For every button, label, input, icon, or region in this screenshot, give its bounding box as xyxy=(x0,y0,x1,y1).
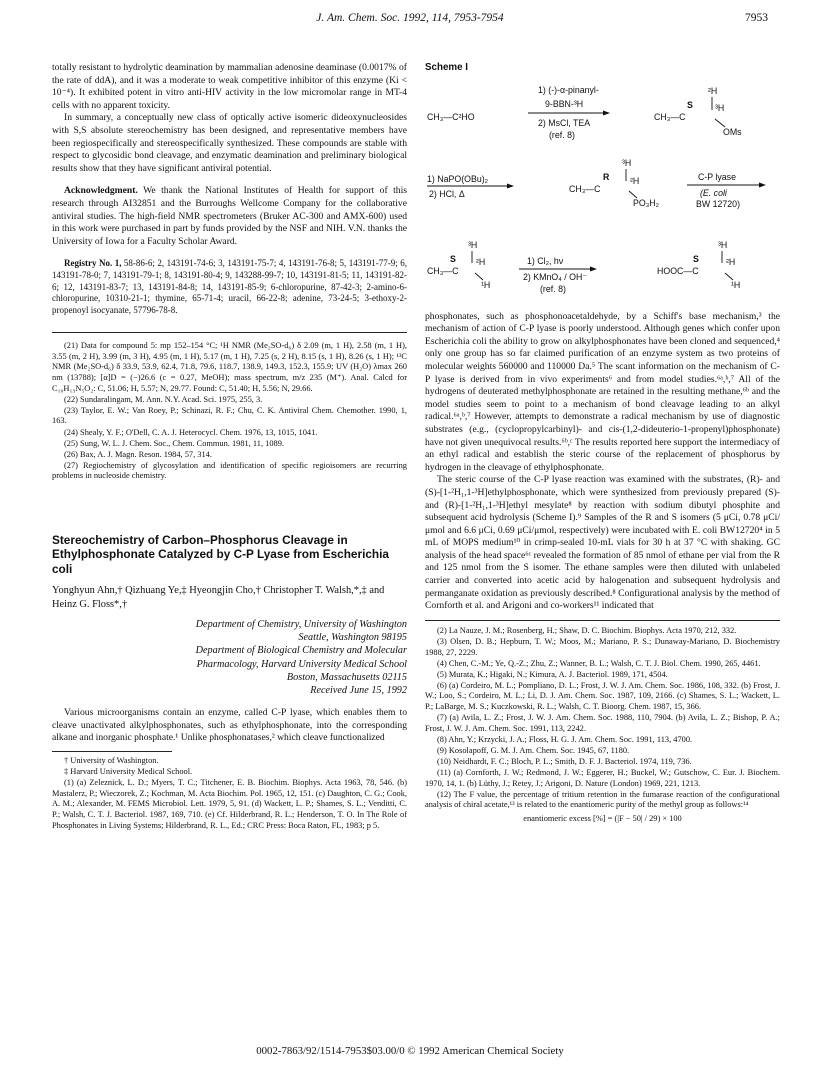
references-21-27 xyxy=(52,341,407,482)
page-number: 7953 xyxy=(745,12,768,24)
mechanism-paragraph: phosphonates, such as phosphonoacetaldehyde, by a Schiff's base mechanism,³ the mechanism of action of C-P lyase is poorly understood. Although genes which confer upon Escherichia coli the ability to grow on alkylphosphonates have been cloned and sequenced,⁴ only one group has so far claimed purification of an enzyme system as two proteins of molecular weights 560000 and 110000 Da.⁵ The scant information on the mechanism of C-P lyase is derived from in vivo experiments⁶ and from model studies.⁶ᵃ,ᵇ,⁷ All of the hydrogens of deuterated methylphosphonate are retained in the resulting methane,⁶ᵇ and the model studies seem to point to a mechanism of bond cleavage leading to an alkyl radical.⁶ᵃ,ᵇ,⁷ However, attempts to demonstrate a radical mechanism by use of diagnostic substrates (e.g., (cyclopropylcarbinyl)- and cis-(1,2-dideuterio-1-propenyl)phosphonate) have not given unequivocal results.⁶ᵇ,ᶜ The results reported here support the intermediacy of an ethyl radical and establish the steric course of the replacement of phosphorus by hydrogen in the cleavage of ethylphosphonate. xyxy=(425,310,780,473)
received-date: Received June 15, 1992 xyxy=(310,685,407,697)
reference-item: (10) Neidhardt, F. C.; Bloch, P. L.; Smith, D. F. J. Bacteriol. 1974, 119, 736. xyxy=(437,756,692,766)
reference-item: (9) Kosolapoff, G. M. J. Am. Chem. Soc. 1945, 67, 1180. xyxy=(437,745,630,755)
affiliation-line: Boston, Massachusetts 02115 xyxy=(286,671,407,683)
reagent-line: 2) HCl, Δ xyxy=(429,188,465,199)
steric-course-paragraph: The steric course of the C-P lyase reaction was examined with the substrates, (R)- and (S)-[1-²H₁,1-³H]ethylphosphonate, which were synthesized from previously prepared (S)- and (R)-[1-²H₁,1-³H]ethyl mesylate⁸ by reaction with sodium dibutyl phosphite and subsequent acid hydrolysis (Scheme I).⁹ Samples of the R and S isomers (5 μCi, 0.78 μCi/μmol and 6.6 μCi, 0.69 μCi/μmol, respectively) were incubated with E. coli BW12720⁴ in 5 mL of MOPS medium¹⁰ in crimp-sealed 10-mL vials for 30 h at 37 °C with shaking. GC analysis of the head space⁶ᶜ revealed the formation of 85 nmol of ethane per vial from the R and 125 nmol from the S isomer. The ethane samples were then diluted with unlabeled carrier and converted into acetic acid by halogenation and subsequent hydrolysis and permanganate oxidation as previously described.⁸ Configurational analysis by the method of Cornforth et al. and Arigoni and co-workers¹¹ indicated that xyxy=(425,474,780,612)
label-3H: ³H xyxy=(715,102,725,113)
product-phosphonate: CH₃—C xyxy=(569,183,601,194)
footnote-item: (1) (a) Zeleznick, L. D.; Myers, T. C.; Titchener, E. B. Biochim. Biophys. Acta 1963, 78, 546. (b) Mastalerz, P.; Wieczorek, Z.; Kochman, M. Acta Biochim. Pol. 1965, 12, 151. (c) Daughton, C. G.; Cook, A. M.; Alexander, M. FEMS Microbiol. Lett. 1979, 5, 91. (d) Wackett, L. P.; Shames, S. L.; Venditti, C. P.; Walsh, C. T. J. Bacteriol. 1987, 169, 710. (e) Cf. Hilderbrand, R. L.; Henderson, T. O. In The Role of Phosphonates in Living Systems; Hilderbrand, R. L., Ed.; CRC Press: Boca Raton, FL, 1983; p 5. xyxy=(52,778,407,830)
author-list: Yonghyun Ahn,† Qizhuang Ye,‡ Hyeongjin Cho,† Christopher T. Walsh,*,‡ and Heinz G. Floss*,† xyxy=(52,585,385,610)
ethane-product: CH₃—C xyxy=(427,265,459,276)
scheme-label: Scheme I xyxy=(425,62,469,73)
stereo-label-R: R xyxy=(603,171,610,182)
reagent-line: BW 12720) xyxy=(696,198,741,209)
reagent-line: 1) (-)-α-pinanyl- xyxy=(538,84,599,95)
bond-line xyxy=(475,273,483,280)
enantiomeric-excess-equation: enantiomeric excess [%] = (|F − 50| / 29) × 100 xyxy=(523,813,682,823)
affiliation-line: Department of Chemistry, University of Washington xyxy=(195,619,407,630)
right-column xyxy=(425,62,780,825)
reference-item: (21) Data for compound 5: mp 152–154 °C; ¹H NMR (Me₂SO-d₆) δ 2.09 (m, 1 H), 2.58 (m, 1 H), 3.55 (m, 2 H), 3.99 (m, 3 H), 4.95 (m, 1 H), 5.17 (m, 1 H), 7.25 (s, 2 H), 8.15 (s, 1 H), 8.26 (s, 1 H); ¹³C NMR (Me₂SO-d₆) δ 33.9, 53.9, 62.4, 71.8, 79.6, 118.7, 138.9, 149.3, 152.3, 155.9; UV (H₂O) λmax 260 nm (13788); [α]D = (−)26.6 (c = 0.27, MeOH); mass spectrum, m/z 235 (M⁺). Anal. Calcd for C₁₀H₁₃N₅O₂: C, 51.06; H, 5.57; N, 29.77. Found: C, 51.40; H, 5.56; N, 29.66. xyxy=(52,341,407,393)
affiliation-line: Seattle, Washington 98195 xyxy=(298,632,407,644)
product-mesylate: CH₃—C xyxy=(654,111,686,122)
label-OMs: OMs xyxy=(723,126,742,137)
reference-item: (6) (a) Cordeiro, M. L.; Pompliano, D. L.; Frost, J. W. J. Am. Chem. Soc. 1986, 108, 332. (b) Frost, J. W.; Loo, S.; Cordeiro, M. L.; Li, D. J. Am. Chem. Soc. 1987, 109, 2166. (c) Shames, S. L.; Wackett, L. P.; LaBarge, M. S.; Kuczkowski, R. L.; Walsh, C. T. Bioorg. Chem. 1987, 15, 366. xyxy=(425,680,780,711)
stereo-label-S: S xyxy=(687,99,693,110)
article-title: Stereochemistry of Carbon–Phosphorus Cleavage in Ethylphosphonate Catalyzed by C-P Lyase from Escherichia coli xyxy=(52,532,389,576)
left-column xyxy=(52,62,407,832)
reference-item: (22) Sundaralingam, M. Ann. N.Y. Acad. Sci. 1975, 255, 3. xyxy=(64,394,263,404)
label-PO3H2: PO₃H₂ xyxy=(633,197,660,208)
reagent-line: 1) Cl₂, hν xyxy=(527,255,564,266)
reference-item: (11) (a) Cornforth, J. W.; Redmond, J. W.; Eggerer, H.; Buckel, W.; Gutschow, C. Eur. J. Biochem. 1970, 14, 1. (b) Lüthy, J.; Retey, J.; Arigoni, D. Nature (London) 1969, 221, 1213. xyxy=(425,768,780,788)
reference-item: (7) (a) Avila, L. Z.; Frost, J. W. J. Am. Chem. Soc. 1988, 110, 7904. (b) Avila, L. Z.; Bishop, P. A.; Frost, J. W. J. Am. Chem. Soc. 1991, 113, 2242. xyxy=(425,713,780,733)
label-3H: ³H xyxy=(468,239,478,250)
footnote-item: † University of Washington. xyxy=(64,756,159,765)
intro-paragraph: totally resistant to hydrolytic deamination by mammalian adenosine deaminase (0.0017% of the rate of ddA), and it was a moderate to weak competitive inhibitor of this enzyme (Ki < 10⁻⁴). It exhibited potent in vitro anti-HIV activity in the low micromolar range in MT-4 cells with no apparent toxicity. xyxy=(52,62,407,111)
page-footer: 0002-7863/92/1514-7953$03.00/0 © 1992 American Chemical Society xyxy=(256,1045,564,1057)
reference-item: (2) La Nauze, J. M.; Rosenberg, H.; Shaw, D. C. Biochim. Biophys. Acta 1970, 212, 332. xyxy=(437,625,737,635)
reaction-scheme xyxy=(425,75,780,311)
stereo-label-S: S xyxy=(693,253,699,264)
reference-item: (3) Olsen, D. B.; Hepburn, T. W.; Moos, M.; Mariano, P. S.; Dunaway-Mariano, D. Biochemistry 1988, 27, 2229. xyxy=(425,636,780,657)
reference-item: (12) The F value, the percentage of tritium retention in the fumarase reaction of the configurational analysis of chiral acetate,¹³ is related to the enantiomeric purity of the methyl group as follows:¹⁴ xyxy=(425,789,780,810)
bond-line xyxy=(629,191,637,198)
footnote-divider xyxy=(52,751,172,752)
ack-text: We thank the National Institutes of Health for support of this research through AI32851 and the Burroughs Wellcome Company for the collaborative antiviral studies. The high-field NMR spectrometers (Bruker AC-300 and AMX-600) used in this work were purchased in part by funds provided by the NSF and NIH. V.N. thanks the University of Iowa for a Faculty Scholar Award. xyxy=(52,185,407,247)
references-2-12 xyxy=(425,626,780,825)
label-1H: ¹H xyxy=(731,279,741,290)
bond-line xyxy=(715,119,725,127)
reagent-line: 9-BBN-³H xyxy=(545,98,584,109)
label-3H: ³H xyxy=(622,157,632,168)
bond-line xyxy=(725,273,733,280)
reference-item: (23) Taylor, E. W.; Van Roey, P.; Schinazi, R. F.; Chu, C. K. Antiviral Chem. Chemother. 1990, 1, 163. xyxy=(52,405,407,426)
reference-item: (4) Chen, C.-M.; Ye, Q.-Z.; Zhu, Z.; Wanner, B. L.; Walsh, C. T. J. Biol. Chem. 1990, 265, 4461. xyxy=(437,658,761,668)
reagent-line: (E. coli xyxy=(700,187,727,198)
section-divider xyxy=(52,332,407,333)
journal-title: J. Am. Chem. Soc. 1992, 114, 7953-7954 xyxy=(316,12,504,24)
acetic-acid-product: HOOC—C xyxy=(657,265,699,276)
label-2H: ²H xyxy=(630,175,640,186)
stereo-label-S: S xyxy=(450,253,456,264)
ack-heading: Acknowledgment. xyxy=(64,185,138,197)
section-divider xyxy=(425,620,780,621)
label-2H: ²H xyxy=(726,256,736,267)
affiliations xyxy=(52,618,407,697)
footnote-item: ‡ Harvard University Medical School. xyxy=(64,767,193,777)
body-paragraph: Various microorganisms contain an enzyme, called C-P lyase, which enables them to cleave unactivated alkylphosphonates, such as ethylphosphonate, into the corresponding alkane and inorganic phosphate.¹ Unlike phosphonatases,² which cleave functionalized xyxy=(52,707,407,744)
arrow-head xyxy=(603,110,610,115)
reactant-acetaldehyde: CH₃—C²HO xyxy=(427,111,475,122)
registry-heading: Registry No. 1, xyxy=(64,258,122,269)
reagent-line: 1) NaPO(OBu)₂ xyxy=(427,173,489,184)
reference-item: (24) Shealy, Y. F.; O'Dell, C. A. J. Heterocycl. Chem. 1976, 13, 1015, 1041. xyxy=(64,427,318,437)
affiliation-line: Pharmacology, Harvard University Medical School xyxy=(196,658,407,670)
summary-paragraph: In summary, a conceptually new class of optically active isomeric dideoxynucleosides with S,S absolute stereochemistry has been designed, and representative members have been regiospecifically and stereospecifically synthesized. These compounds are stable with respect to glycosidic bond cleavage, and enzymatic deamination and preliminary biological results show that they have significant antiviral potential. xyxy=(52,112,407,174)
label-2H: ²H xyxy=(476,256,486,267)
arrow-head xyxy=(759,182,766,187)
arrow-head xyxy=(507,183,514,188)
reference-item: (27) Regiochemistry of glycosylation and identification of specific regioisomers are recurring problems in nucleoside chemistry. xyxy=(52,460,407,481)
reagent-line: (ref. 8) xyxy=(540,283,566,294)
reference-item: (5) Murata, K.; Higaki, N.; Kimura, A. J. Bacteriol. 1989, 171, 4504. xyxy=(437,669,668,679)
page-header xyxy=(0,12,820,30)
reagent-line: (ref. 8) xyxy=(549,129,575,140)
reference-item: (26) Bax, A. J. Magn. Reson. 1984, 57, 314. xyxy=(64,449,212,459)
reference-item: (8) Ahn, Y.; Krzycki, J. A.; Floss, H. G. J. Am. Chem. Soc. 1991, 113, 4700. xyxy=(437,734,693,744)
label-2H: ²H xyxy=(708,85,718,96)
registry-numbers xyxy=(52,258,407,316)
reagent-line: 2) MsCl, TEA xyxy=(538,117,591,128)
reagent-line: 2) KMnO₄ / OH⁻ xyxy=(523,271,587,282)
label-1H: ¹H xyxy=(481,279,491,290)
acknowledgment xyxy=(52,185,407,248)
reference-item: (25) Sung, W. L. J. Chem. Soc., Chem. Commun. 1981, 11, 1089. xyxy=(64,438,285,448)
scheme-drawing xyxy=(425,75,780,311)
affiliation-line: Department of Biological Chemistry and Molecular xyxy=(195,645,407,657)
reagent-line: C-P lyase xyxy=(698,171,736,182)
footnotes xyxy=(52,756,407,831)
label-3H: ³H xyxy=(718,239,728,250)
arrow-head xyxy=(590,266,597,271)
registry-text: 58-86-6; 2, 143191-74-6; 3, 143191-75-7; 4, 143191-76-8; 5, 143191-77-9; 6, 143191-78-0; 7, 143191-79-1; 8, 143191-80-4; 9, 143288-99-7; 10, 143191-81-5; 11, 143191-82-6; 12, 143191-83-7; 13, 143191-84-8; 14, 143191-85-9; 6-chloropurine, 87-42-3; 2-amino-6-chloropurine, 10310-21-1; thymine, 65-71-4; uracil, 66-22-8; adenine, 73-24-5; 3-ethoxy-2-propenoyl isocyanate, 57796-78-8. xyxy=(52,258,407,315)
